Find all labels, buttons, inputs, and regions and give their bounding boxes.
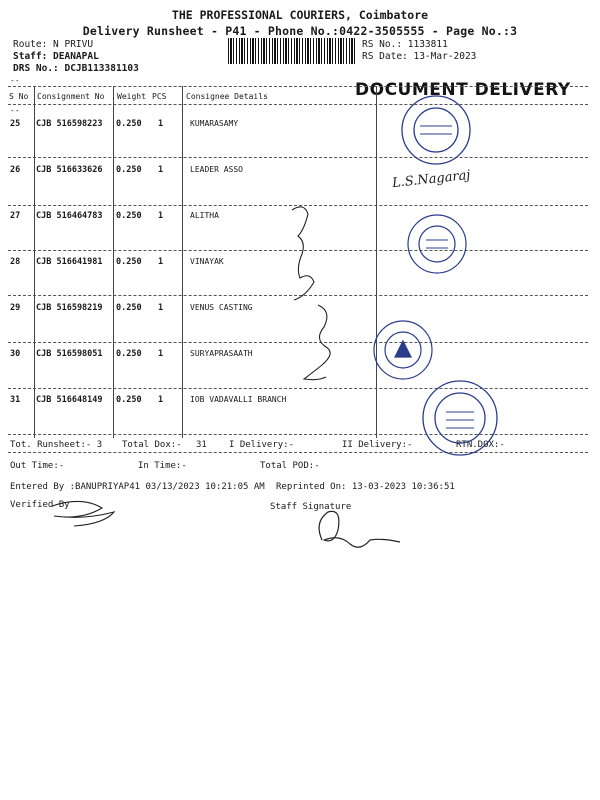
row-sno: 28 [10,257,21,267]
row-consignee: VINAYAK [190,257,224,266]
row-consignee: ALITHA [190,211,219,220]
total-pod: Total POD:- [260,461,320,471]
row-consignee: VENUS CASTING [190,303,253,312]
row-consignment: CJB 516633626 [36,165,103,175]
drs-number: DRS No.: DCJB113381103 [13,63,139,74]
verified-by-signature [52,501,114,526]
staff-signature-label: Staff Signature [270,502,352,512]
row-consignment: CJB 516598051 [36,349,103,359]
route-label: Route: N PRIVU [13,39,94,50]
indian-overseas-bank-stamp [423,381,497,455]
row-weight: 0.250 [116,395,142,405]
in-time: In Time:- [138,461,187,471]
document-delivery-stamp: DOCUMENT DELIVERY [355,80,571,100]
runsheet-title: Delivery Runsheet - P41 - Phone No.:0422-3505555 - Page No.:3 [82,24,518,38]
row-consignment: CJB 516598223 [36,119,103,129]
row26-handwritten-signature: L.S.Nagaraj [391,167,472,192]
entered-by: Entered By :BANUPRIYAP41 03/13/2023 10:21:05 AM [10,482,265,492]
tot-runsheet: Tot. Runsheet:- 3 [10,440,103,450]
i-delivery: I Delivery:- [229,440,295,450]
row-weight: 0.250 [116,119,142,129]
total-dox-label: Total Dox:- [122,440,182,450]
row-weight: 0.250 [116,303,142,313]
row-pcs: 1 [158,165,164,175]
signature-scribble [292,207,314,300]
col-header-consignee: Consignee Details [186,92,268,101]
row-pcs: 1 [158,119,164,129]
row-consignment: CJB 516648149 [36,395,103,405]
row-pcs: 1 [158,349,164,359]
row-consignee: IOB VADAVALLI BRANCH [190,395,287,404]
col-header-pcs: PCS [152,92,167,101]
col-header-consignment: Consignment No [37,92,105,101]
col-header-sno: S No [9,92,29,101]
rtn-dox: RTN.DOX:- [456,440,505,450]
bank-round-stamp [408,215,466,273]
row-consignment: CJB 516598219 [36,303,103,313]
row-sno: 25 [10,119,21,129]
dash-mark: -- [10,76,20,85]
row-pcs: 1 [158,303,164,313]
row-sno: 30 [10,349,21,359]
row-consignee: SURYAPRASAATH [190,349,253,358]
row-consignment: CJB 516464783 [36,211,103,221]
company-title: THE PROFESSIONAL COURIERS, Coimbatore [171,8,429,22]
row-sno: 27 [10,211,21,221]
row-pcs: 1 [158,395,164,405]
row-consignee: KUMARASAMY [190,119,239,128]
col-header-weight: Weight [117,92,146,101]
verified-by: Verified By [10,500,70,510]
dash-mark: -- [10,106,20,115]
staff-signature-scribble [319,511,400,547]
rs-date: RS Date: 13-Mar-2023 [362,51,477,62]
row-weight: 0.250 [116,349,142,359]
signature-scribble [304,305,330,380]
row-consignment: CJB 516641981 [36,257,103,267]
row-weight: 0.250 [116,257,142,267]
ii-delivery: II Delivery:- [342,440,413,450]
karur-vysya-bank-stamp [402,96,470,164]
row-sno: 26 [10,165,21,175]
out-time: Out Time:- [10,461,65,471]
row-weight: 0.250 [116,165,142,175]
row-consignee: LEADER ASSO [190,165,243,174]
staff-label: Staff: DEANAPAL [13,51,99,62]
axis-bank-stamp [374,321,432,379]
row-pcs: 1 [158,211,164,221]
rs-number: RS No.: 1133811 [362,39,448,50]
row-weight: 0.250 [116,211,142,221]
row-pcs: 1 [158,257,164,267]
total-dox-value: 31 [196,440,207,450]
row-sno: 31 [10,395,21,405]
reprinted-on: Reprinted On: 13-03-2023 10:36:51 [276,482,455,492]
row-sno: 29 [10,303,21,313]
